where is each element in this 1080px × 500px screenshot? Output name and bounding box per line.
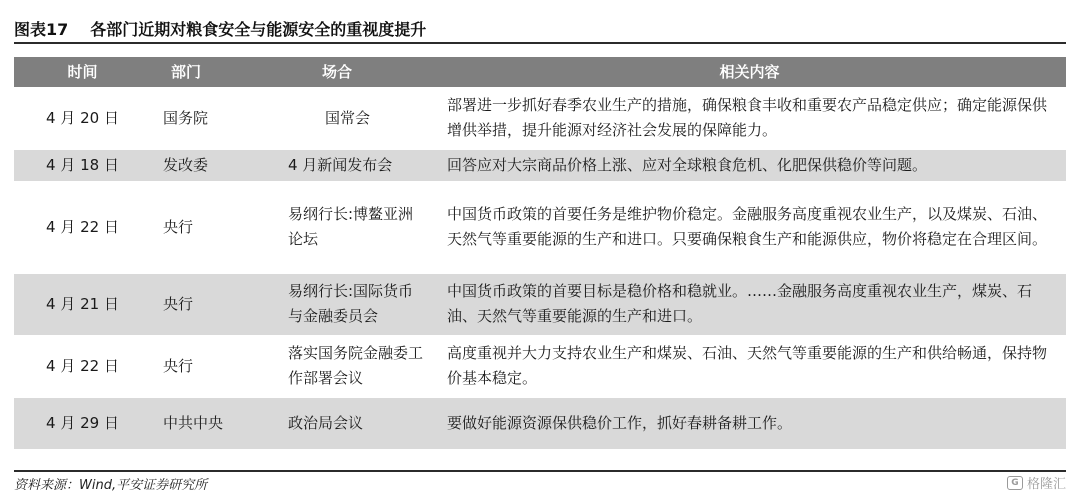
cell-department: 央行 [151,335,272,397]
cell-department: 央行 [151,273,272,335]
cell-department: 央行 [151,181,272,273]
cell-time: 4 月 21 日 [14,273,151,335]
cell-content: 中国货币政策的首要任务是维护物价稳定。金融服务高度重视农业生产，以及煤炭、石油、天然气等重要能源的生产和进口。只要确保粮食生产和能源供应，物价将稳定在合理区间。 [433,181,1066,273]
cell-department: 发改委 [151,149,272,181]
cell-time: 4 月 20 日 [14,87,151,149]
cell-content: 中国货币政策的首要目标是稳价格和稳就业。……金融服务高度重视农业生产，煤炭、石油、天然气等重要能源的生产和进口。 [433,273,1066,335]
table-row [14,149,1066,181]
cell-content: 要做好能源资源保供稳价工作，抓好春耕备耕工作。 [433,397,1066,449]
cell-content: 高度重视并大力支持农业生产和煤炭、石油、天然气等重要能源的生产和供给畅通，保持物价基本稳定。 [433,335,1066,397]
cell-venue: 落实国务院金融委工作部署会议 [272,335,433,397]
cell-time: 4 月 18 日 [14,149,151,181]
source-note: 资料来源：Wind,平安证券研究所 [14,478,208,493]
policy-table [14,57,1066,450]
table-header-row [14,57,1066,87]
cell-venue: 4 月新闻发布会 [272,149,433,181]
cell-time: 4 月 22 日 [14,181,151,273]
cell-venue: 易纲行长:国际货币与金融委员会 [272,273,433,335]
cell-department: 中共中央 [151,397,272,449]
gelonghui-logo-icon: G [1007,476,1023,490]
cell-time: 4 月 29 日 [14,397,151,449]
figure-title: 各部门近期对粮食安全与能源安全的重视度提升 [90,19,427,39]
cell-venue: 国常会 [272,87,433,149]
table-row [14,181,1066,273]
header-venue: 场合 [272,57,433,87]
cell-time: 4 月 22 日 [14,335,151,397]
header-content: 相关内容 [433,57,1066,87]
watermark-text: 格隆汇 [1026,477,1066,492]
cell-content: 部署进一步抓好春季农业生产的措施，确保粮食丰收和重要农产品稳定供应；确定能源保供增供举措，提升能源对经济社会发展的保障能力。 [433,87,1066,149]
figure-title-bar [14,14,1066,44]
figure-number: 图表17 [14,19,69,39]
watermark [1007,473,1066,492]
cell-venue: 政治局会议 [272,397,433,449]
header-department: 部门 [151,57,272,87]
cell-department: 国务院 [151,87,272,149]
table-row [14,335,1066,397]
cell-content: 回答应对大宗商品价格上涨、应对全球粮食危机、化肥保供稳价等问题。 [433,149,1066,181]
table-row [14,273,1066,335]
header-time: 时间 [14,57,151,87]
table-row [14,397,1066,449]
source-footer [14,470,1066,493]
table-row [14,87,1066,149]
cell-venue: 易纲行长:博鳌亚洲论坛 [272,181,433,273]
